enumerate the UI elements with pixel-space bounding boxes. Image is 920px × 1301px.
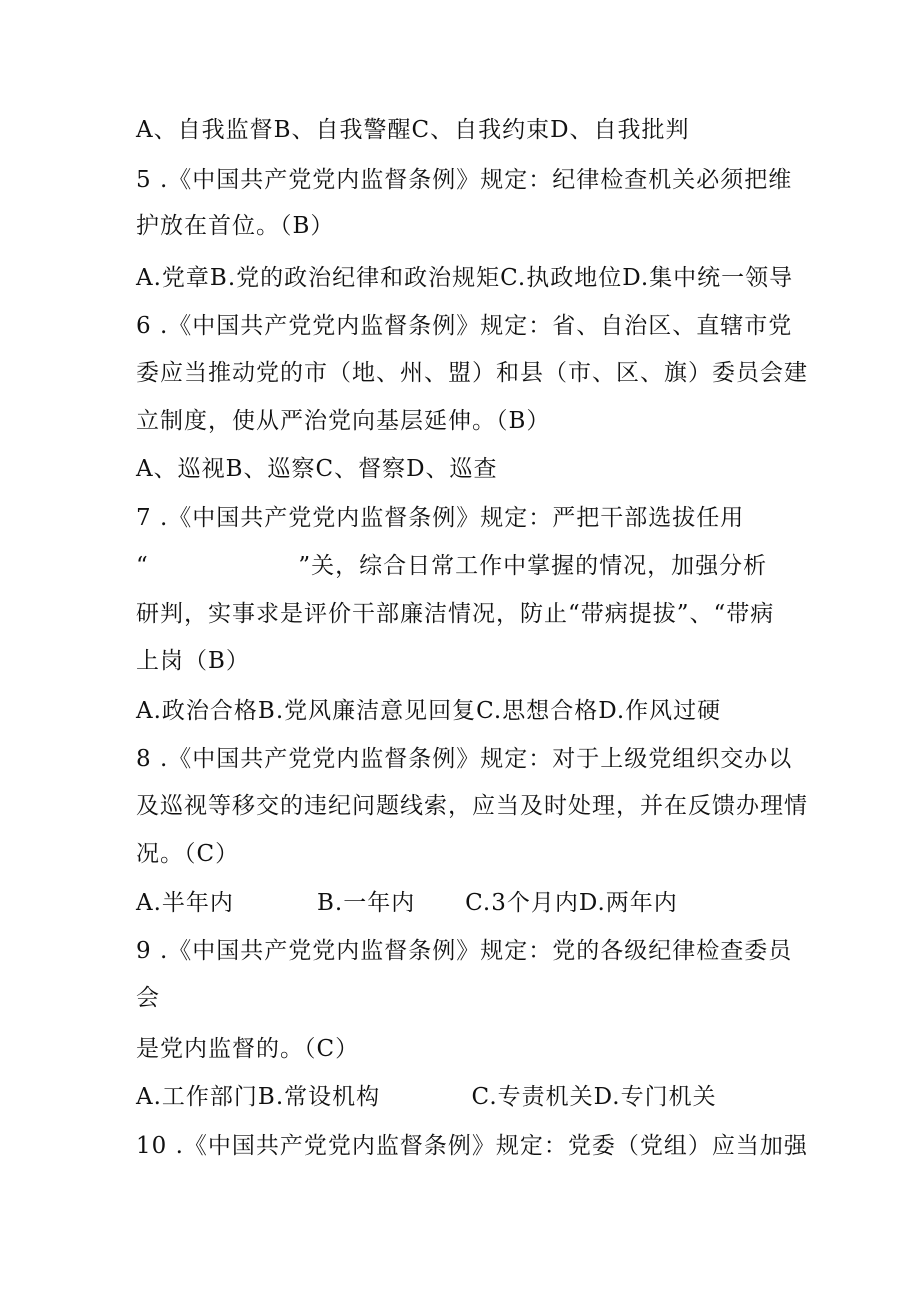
answer-options-q9: A.工作部门B.常设机构 C.专责机关D.专门机关	[136, 1084, 717, 1110]
question-9-line-3: 是党内监督的。（C）	[136, 1036, 360, 1062]
question-8-line-1: 8 .《中国共产党党内监督条例》规定：对于上级党组织交办以	[136, 746, 793, 772]
answer-options-q8: A.半年内 B.一年内 C.3个月内D.两年内	[136, 890, 678, 916]
question-6-line-3: 立制度，使从严治党向基层延伸。（B）	[136, 408, 551, 434]
question-7-line-4: 上岗（B）	[136, 648, 250, 674]
answer-options-q7: A.政治合格B.党风廉洁意见回复C.思想合格D.作风过硬	[136, 698, 722, 724]
question-8-line-2: 及巡视等移交的违纪问题线索，应当及时处理，并在反馈办理情	[136, 793, 808, 819]
question-5-line-1: 5 .《中国共产党党内监督条例》规定：纪律检查机关必须把维	[136, 167, 793, 193]
question-7-line-3: 研判，实事求是评价干部廉洁情况，防止“带病提拔”、“带病	[136, 601, 775, 627]
answer-options-q4: A、自我监督B、自我警醒C、自我约束D、自我批判	[136, 117, 690, 143]
question-10-line-1: 10 .《中国共产党党内监督条例》规定：党委（党组）应当加强	[136, 1133, 808, 1159]
answer-options-q5: A.党章B.党的政治纪律和政治规矩C.执政地位D.集中统一领导	[136, 265, 794, 291]
question-9-line-2: 会	[136, 985, 160, 1011]
question-8-line-3: 况。（C）	[136, 841, 240, 867]
question-7-line-1: 7 .《中国共产党党内监督条例》规定：严把干部选拔任用	[136, 505, 745, 531]
question-7-line-2: “ ”关，综合日常工作中掌握的情况，加强分析	[136, 553, 768, 579]
question-9-line-1: 9 .《中国共产党党内监督条例》规定：党的各级纪律检查委员	[136, 938, 793, 964]
question-5-line-2: 护放在首位。（B）	[136, 213, 335, 239]
answer-options-q6: A、巡视B、巡察C、督察D、巡查	[136, 456, 498, 482]
question-6-line-1: 6 .《中国共产党党内监督条例》规定：省、自治区、直辖市党	[136, 313, 793, 339]
question-6-line-2: 委应当推动党的市（地、州、盟）和县（市、区、旗）委员会建	[136, 360, 808, 386]
